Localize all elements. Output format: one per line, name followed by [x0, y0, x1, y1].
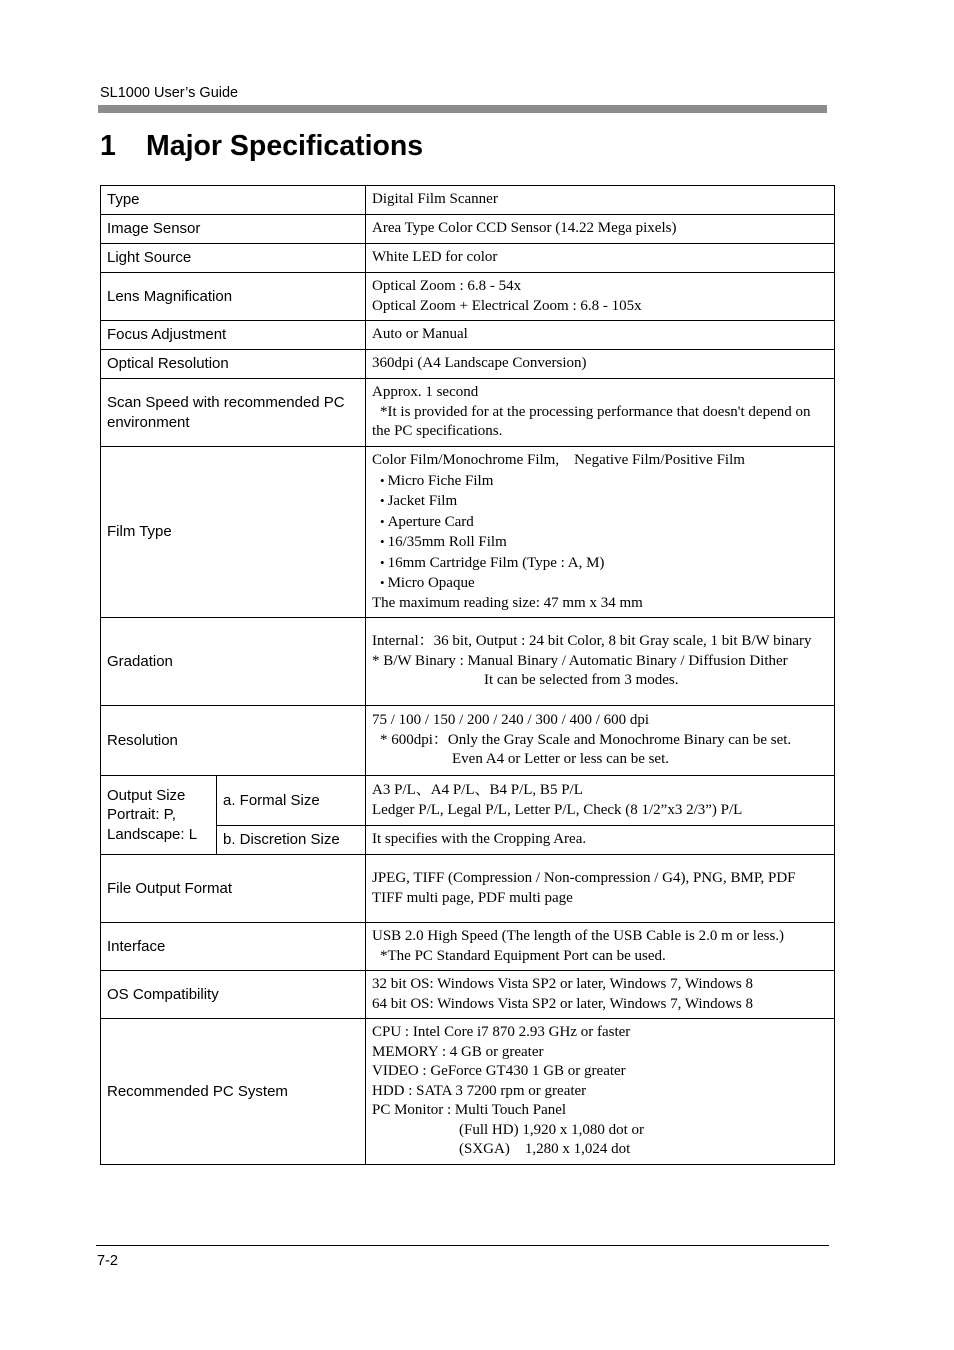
spec-label: Interface — [101, 923, 366, 971]
header-bar — [98, 105, 827, 113]
spec-row-resolution — [101, 706, 835, 776]
bullet-icon: • — [380, 534, 385, 549]
spec-label: OS Compatibility — [101, 971, 366, 1019]
spec-label: Recommended PC System — [101, 1019, 366, 1165]
value-line: The maximum reading size: 47 mm x 34 mm — [372, 594, 643, 611]
value-line: 32 bit OS: Windows Vista SP2 or later, Windows 7, Windows 8 — [372, 976, 754, 992]
spec-label: Image Sensor — [101, 215, 366, 244]
spec-value: Auto or Manual — [366, 321, 835, 350]
value-line: HDD : SATA 3 7200 rpm or greater — [372, 1082, 587, 1099]
spec-row-light-source — [101, 244, 835, 273]
value-line: A3 P/L、A4 P/L、B4 P/L, B5 P/L — [372, 782, 583, 798]
bullet-icon: • — [380, 554, 385, 570]
value-line: * 600dpi：Only the Gray Scale and Monochrome Binary can be set. — [380, 731, 792, 748]
spec-row-image-sensor — [101, 215, 835, 244]
running-title: SL1000 User’s Guide — [100, 85, 239, 101]
spec-label: Output Size Portrait: P, Landscape: L — [101, 776, 217, 855]
spec-row-file-output-format — [101, 855, 835, 923]
list-item: • Aperture Card — [380, 513, 474, 530]
value-line: (SXGA) 1,280 x 1,024 dot — [459, 1141, 631, 1157]
bullet-icon: • — [380, 493, 385, 508]
spec-value: Digital Film Scanner — [366, 186, 835, 215]
list-item: • 16/35mm Roll Film — [380, 534, 507, 550]
spec-label: Scan Speed with recommended PC environment — [101, 379, 366, 447]
value-line: VIDEO : GeForce GT430 1 GB or greater — [372, 1063, 626, 1079]
spec-row-film-type — [101, 447, 835, 618]
value-line: *It is provided for at the processing performance that doesn't depend on the PC specifications. — [372, 403, 815, 440]
section-heading — [100, 130, 423, 163]
value-line: PC Monitor : Multi Touch Panel — [372, 1102, 567, 1118]
spec-label: Lens Magnification — [101, 273, 366, 321]
spec-row-gradation — [101, 618, 835, 706]
list-item: • Micro Fiche Film — [380, 472, 494, 489]
value-line: (Full HD) 1,920 x 1,080 dot or — [459, 1121, 644, 1138]
spec-sublabel: a. Formal Size — [217, 776, 366, 826]
value-line: CPU : Intel Core i7 870 2.93 GHz or faster — [372, 1024, 631, 1040]
spec-value: White LED for color — [366, 244, 835, 273]
value-line: 75 / 100 / 150 / 200 / 240 / 300 / 400 / 600 dpi — [372, 712, 650, 729]
value-line: Internal：36 bit, Output : 24 bit Color, 8 bit Gray scale, 1 bit B/W binary — [372, 633, 812, 650]
spec-row-optical-resolution — [101, 350, 835, 379]
spec-value — [366, 273, 835, 321]
spec-row-scan-speed — [101, 379, 835, 447]
page-number: 7-2 — [97, 1253, 118, 1269]
spec-label: Type — [101, 186, 366, 215]
value-line: Approx. 1 second — [372, 384, 479, 401]
value-line: Optical Zoom : 6.8 - 54x — [372, 278, 522, 294]
spec-value — [366, 618, 835, 706]
value-line: It can be selected from 3 modes. — [484, 672, 679, 689]
spec-row-type — [101, 186, 835, 215]
spec-table — [100, 185, 835, 1165]
spec-value: It specifies with the Cropping Area. — [366, 826, 835, 855]
spec-value — [366, 447, 835, 618]
spec-row-lens-magnification — [101, 273, 835, 321]
spec-value — [366, 706, 835, 776]
spec-value — [366, 971, 835, 1019]
value-line: MEMORY : 4 GB or greater — [372, 1043, 544, 1060]
value-line: *The PC Standard Equipment Port can be used. — [380, 947, 666, 964]
value-line: Optical Zoom + Electrical Zoom : 6.8 - 105x — [372, 297, 642, 314]
spec-label: Focus Adjustment — [101, 321, 366, 350]
spec-value: 360dpi (A4 Landscape Conversion) — [366, 350, 835, 379]
spec-label: Light Source — [101, 244, 366, 273]
list-item: • Jacket Film — [380, 493, 458, 509]
value-line: TIFF multi page, PDF multi page — [372, 889, 573, 906]
value-line: JPEG, TIFF (Compression / Non-compression / G4), PNG, BMP, PDF — [372, 870, 796, 886]
spec-value: Area Type Color CCD Sensor (14.22 Mega pixels) — [366, 215, 835, 244]
bullet-icon: • — [380, 513, 385, 529]
spec-label: Optical Resolution — [101, 350, 366, 379]
value-line: Even A4 or Letter or less can be set. — [452, 751, 670, 768]
value-line: 64 bit OS: Windows Vista SP2 or later, Windows 7, Windows 8 — [372, 995, 754, 1012]
spec-row-recommended-pc — [101, 1019, 835, 1165]
spec-row-focus-adjustment — [101, 321, 835, 350]
spec-value — [366, 923, 835, 971]
spec-row-os-compatibility — [101, 971, 835, 1019]
spec-row-interface — [101, 923, 835, 971]
value-line: Ledger P/L, Legal P/L, Letter P/L, Check (8 1/2”x3 2/3”) P/L — [372, 801, 743, 818]
spec-value — [366, 379, 835, 447]
spec-label: Resolution — [101, 706, 366, 776]
value-line: USB 2.0 High Speed (The length of the USB Cable is 2.0 m or less.) — [372, 928, 785, 944]
list-item: • Micro Opaque — [380, 575, 475, 591]
spec-row-output-size-formal — [101, 776, 835, 826]
section-number: 1 — [100, 130, 116, 162]
spec-label: Film Type — [101, 447, 366, 618]
list-item: • 16mm Cartridge Film (Type : A, M) — [380, 554, 605, 571]
value-line: * B/W Binary : Manual Binary / Automatic Binary / Diffusion Dither — [372, 652, 788, 669]
spec-label: File Output Format — [101, 855, 366, 923]
section-title: Major Specifications — [146, 130, 424, 162]
footer-rule — [96, 1245, 829, 1246]
spec-value — [366, 855, 835, 923]
value-line: Color Film/Monochrome Film, Negative Film/Positive Film — [372, 452, 745, 468]
spec-value — [366, 776, 835, 826]
spec-label: Gradation — [101, 618, 366, 706]
spec-value — [366, 1019, 835, 1165]
bullet-icon: • — [380, 472, 385, 488]
bullet-icon: • — [380, 575, 385, 590]
spec-sublabel: b. Discretion Size — [217, 826, 366, 855]
